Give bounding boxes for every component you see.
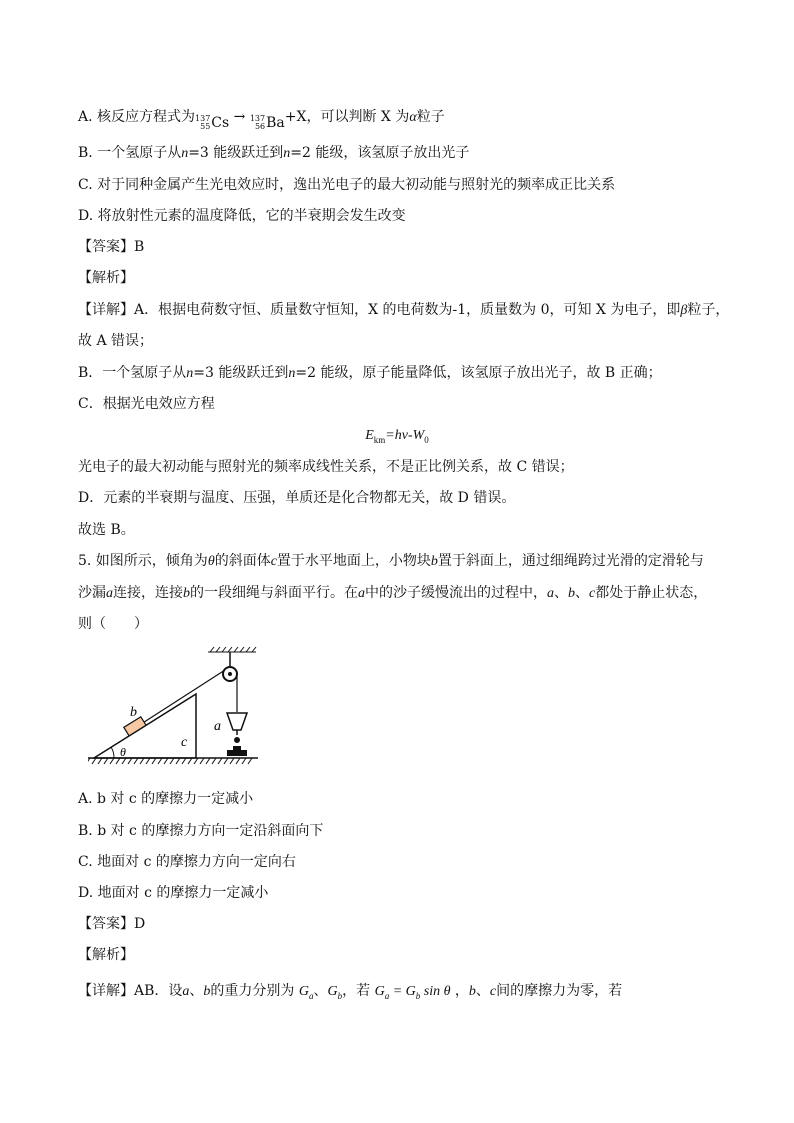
text: 粒子 bbox=[416, 109, 445, 125]
eq-sub-b: b bbox=[415, 990, 421, 1001]
b-symbol: b bbox=[468, 984, 476, 999]
q4-detail-c2: 光电子的最大初动能与照射光的频率成线性关系，不是正比例关系，故 C 错误； bbox=[78, 459, 574, 475]
beta-symbol: β bbox=[680, 303, 688, 318]
n-symbol: n bbox=[283, 146, 291, 161]
q4-detail-a bbox=[78, 300, 729, 321]
text: ，若 bbox=[342, 983, 371, 999]
q4-analysis-heading: 【解析】 bbox=[78, 270, 134, 286]
q5-option-d: D. 地面对 c 的摩擦力一定减小 bbox=[78, 885, 269, 901]
text: 【详解】A．根据电荷数守恒、质量数守恒知，X 的电荷数为-1，质量数为 0，可知 X 为电子，即 bbox=[78, 302, 681, 318]
a-symbol: a bbox=[182, 984, 190, 999]
g-symbol: G bbox=[298, 984, 309, 999]
q4-detail-a-cont: 故 A 错误； bbox=[78, 333, 154, 349]
q5-stem-line1 bbox=[78, 551, 704, 572]
text: =3 能级跃迁到 bbox=[193, 365, 289, 381]
q4-option-a bbox=[78, 107, 445, 133]
ceiling-hatch bbox=[208, 647, 256, 652]
text: =2 能级，该氢原子放出光子 bbox=[290, 145, 470, 161]
n-symbol: n bbox=[186, 366, 194, 381]
incline-pulley-figure bbox=[88, 646, 268, 766]
q4-detail-d: D．元素的半衰期与温度、压强，单质还是化合物都无关，故 D 错误。 bbox=[78, 490, 516, 506]
b-symbol: b bbox=[568, 586, 575, 601]
nuclide-cs bbox=[195, 113, 229, 133]
text: 、 bbox=[313, 983, 328, 999]
sand-pile-base bbox=[227, 750, 247, 756]
eq-g: G bbox=[374, 984, 385, 999]
text: B. 一个氢原子从 bbox=[78, 145, 182, 161]
q4-detail-c: C．根据光电效应方程 bbox=[78, 396, 215, 412]
nuclide-ba bbox=[250, 113, 285, 133]
text: 粒子， bbox=[687, 302, 730, 318]
angle-arc bbox=[111, 747, 114, 758]
g-symbol: G bbox=[327, 984, 338, 999]
a-symbol: a bbox=[547, 586, 554, 601]
text: ，可以判断 X 为 bbox=[306, 109, 410, 125]
q5-stem-line3: 则（ ） bbox=[78, 616, 148, 632]
text: =2 能级，原子能量降低，该氢原子放出光子，故 B 正确； bbox=[295, 365, 662, 381]
element-symbol: Ba bbox=[266, 115, 285, 131]
b-symbol: b bbox=[430, 554, 438, 569]
text: 的一段细绳与斜面平行。在 bbox=[190, 585, 358, 601]
eq-mid: = G bbox=[389, 984, 416, 999]
q5-answer: 【答案】D bbox=[78, 916, 146, 932]
sand-drop bbox=[234, 737, 240, 743]
text: B．一个氢原子从 bbox=[78, 365, 187, 381]
text: 5. 如图所示，倾角为 bbox=[78, 553, 208, 569]
q5-analysis-heading: 【解析】 bbox=[78, 947, 134, 963]
q5-option-c: C. 地面对 c 的摩擦力方向一定向右 bbox=[78, 854, 296, 870]
a-symbol: a bbox=[106, 586, 113, 601]
n-symbol: n bbox=[288, 366, 296, 381]
q4-detail-b bbox=[78, 363, 662, 384]
text: 、 bbox=[475, 983, 490, 999]
q5-stem-line2 bbox=[78, 583, 707, 604]
c-symbol: c bbox=[270, 554, 277, 569]
eq-sub-a: a bbox=[384, 990, 390, 1001]
q5-option-a: A. b 对 c 的摩擦力一定减小 bbox=[78, 791, 254, 807]
n-symbol: n bbox=[181, 146, 189, 161]
text: 、 bbox=[189, 983, 204, 999]
q5-option-b: B. b 对 c 的摩擦力方向一定沿斜面向下 bbox=[78, 823, 324, 839]
g-sub-b: b bbox=[337, 990, 343, 1001]
text: 、 bbox=[554, 585, 568, 601]
q5-detail-ab bbox=[78, 981, 622, 1006]
mass-number: 137 bbox=[195, 114, 211, 123]
charge-number: 56 bbox=[254, 122, 266, 131]
label-c: c bbox=[181, 735, 188, 750]
text: =3 能级跃迁到 bbox=[188, 145, 284, 161]
alpha-symbol: α bbox=[409, 110, 417, 125]
q4-option-b bbox=[78, 143, 469, 164]
text: 置于水平地面上，小物块 bbox=[276, 553, 431, 569]
text: 间的摩擦力为零，若 bbox=[496, 983, 623, 999]
sand-pile-top bbox=[233, 746, 241, 750]
equilibrium-equation bbox=[375, 984, 451, 999]
eq-zero: 0 bbox=[424, 434, 429, 445]
ground bbox=[88, 758, 258, 764]
label-b: b bbox=[130, 705, 137, 720]
q4-option-c: C. 对于同种金属产生光电效应时，逸出光电子的最大初动能与照射光的频率成正比关系 bbox=[78, 177, 616, 193]
q4-conclusion: 故选 B。 bbox=[78, 522, 135, 538]
charge-number: 55 bbox=[200, 122, 211, 131]
text: 置于斜面上，通过细绳跨过光滑的定滑轮与 bbox=[437, 553, 704, 569]
c-symbol: c bbox=[489, 984, 497, 999]
b-symbol: b bbox=[183, 586, 190, 601]
q4-answer: 【答案】B bbox=[78, 239, 145, 255]
eq-sin: sin θ bbox=[420, 984, 451, 999]
photoelectric-equation bbox=[0, 426, 794, 450]
text: 【详解】AB．设 bbox=[78, 983, 183, 999]
mass-number: 137 bbox=[249, 114, 266, 123]
g-sub-a: a bbox=[308, 990, 314, 1001]
element-symbol: Cs bbox=[211, 115, 230, 131]
label-theta: θ bbox=[120, 745, 126, 759]
b-symbol: b bbox=[203, 984, 211, 999]
label-a: a bbox=[214, 719, 221, 734]
c-symbol: c bbox=[589, 586, 596, 601]
a-symbol: a bbox=[358, 586, 365, 601]
q4-option-d: D. 将放射性元素的温度降低，它的半衰期会发生改变 bbox=[78, 208, 406, 224]
text: 连接，连接 bbox=[113, 585, 183, 601]
eq-e: E bbox=[365, 428, 374, 443]
plus-x: +X bbox=[284, 109, 307, 125]
arrow: → bbox=[233, 109, 246, 125]
eq-rest: =hν-W bbox=[385, 428, 425, 443]
sand-funnel-a bbox=[227, 713, 247, 730]
pulley-axle bbox=[228, 672, 232, 676]
text: 的斜面体 bbox=[214, 553, 271, 569]
text: 都处于静止状态， bbox=[595, 585, 708, 601]
text: ， bbox=[454, 983, 469, 999]
text: 、 bbox=[575, 585, 589, 601]
eq-km: km bbox=[373, 434, 386, 445]
text: A. 核反应方程式为 bbox=[78, 109, 196, 125]
text: 的重力分别为 bbox=[210, 983, 295, 999]
theta-symbol: θ bbox=[207, 554, 215, 569]
text: 沙漏 bbox=[78, 585, 106, 601]
text: 中的沙子缓慢流出的过程中， bbox=[365, 585, 547, 601]
rope-incline bbox=[138, 670, 225, 726]
